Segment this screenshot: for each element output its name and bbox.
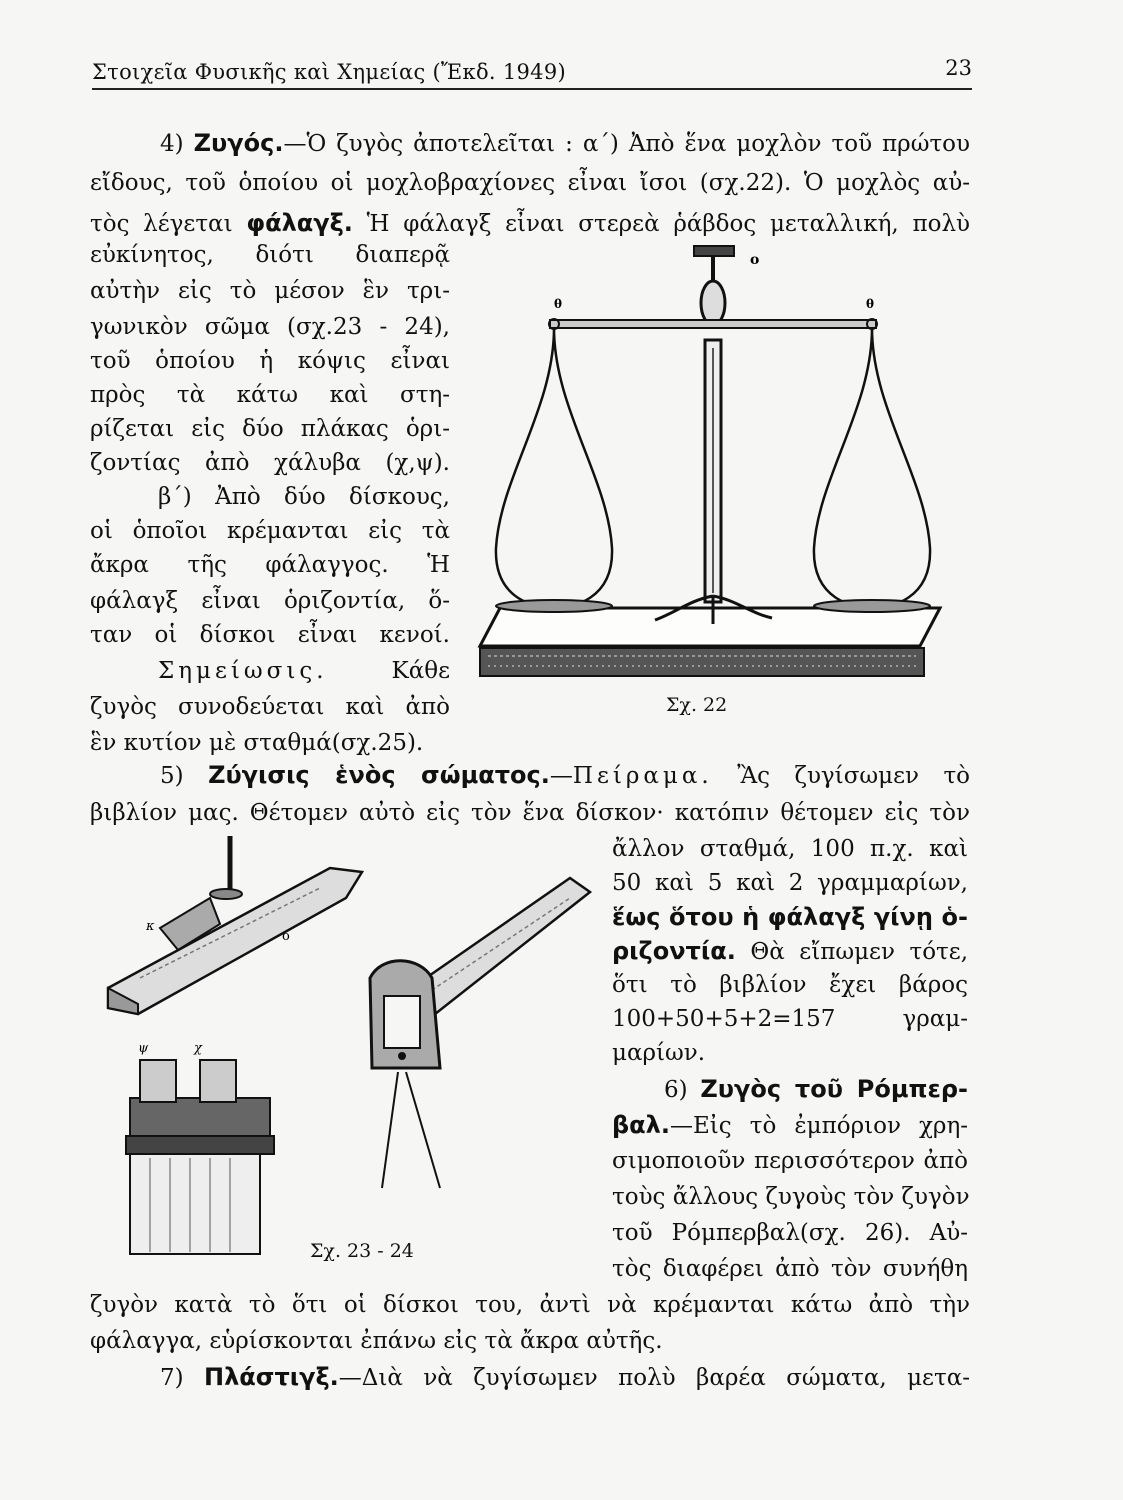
sec5-line-1-post: Ἂς ζυγίσωμεν τὸ bbox=[737, 763, 971, 789]
sec6-right-3: τοῦ Ρόμπερβαλ(σχ. 26). Αὐ- bbox=[612, 1220, 968, 1246]
sec6-line-2-post: —Εἰς τὸ ἐμπόριον χρη- bbox=[669, 1113, 968, 1139]
balance-column bbox=[655, 246, 772, 624]
sec6-term-2: βαλ. bbox=[612, 1111, 670, 1139]
balance-base bbox=[480, 608, 940, 676]
sec4-narrow-6: ρίζεται εἰς δύο πλάκας ὁρι- bbox=[90, 416, 450, 442]
sec5-right-7: μαρίων. bbox=[612, 1040, 706, 1066]
sec5-right-2: 50 καὶ 5 καὶ 2 γραμμαρίων, bbox=[612, 870, 968, 896]
sec4-line-3-post: Ἡ φάλαγξ εἶναι στερεὰ ῥάβδος μεταλλική, πολὺ bbox=[366, 211, 970, 237]
sec6-line-2 bbox=[612, 1110, 968, 1141]
sec7-line-1-text: —Διὰ νὰ ζυγίσωμεν πολὺ βαρέα σώματα, μετα- bbox=[338, 1365, 970, 1391]
sec5-right-4-post: Θὰ εἴπωμεν τότε, bbox=[750, 939, 969, 965]
fig22-label-left: θ bbox=[554, 297, 563, 311]
fig24-beam-with-stirrup bbox=[370, 878, 590, 1188]
sec4-narrow-10: ἄκρα τῆς φάλαγγος. Ἡ bbox=[90, 552, 450, 578]
sec6-number: 6) bbox=[664, 1077, 688, 1103]
sec6-line-1 bbox=[664, 1074, 968, 1105]
sec4-note-line-2: ζυγὸς συνοδεύεται καὶ ἀπὸ bbox=[90, 694, 450, 720]
sec6-right-1: σιμοποιοῦν περισσότερον ἀπὸ bbox=[612, 1148, 968, 1174]
fig23-label-k: κ bbox=[146, 919, 155, 934]
header-rule bbox=[92, 88, 972, 90]
sec5-bold-2: ριζοντία. bbox=[612, 937, 736, 965]
sec5-right-1: ἄλλον σταθμά, 100 π.χ. καὶ bbox=[612, 836, 968, 862]
note-label: Σημείωσις. bbox=[158, 658, 328, 684]
running-header bbox=[92, 56, 972, 88]
sec4-line-3-pre: τὸς λέγεται bbox=[90, 211, 233, 237]
fig23-24-caption: Σχ. 23 - 24 bbox=[310, 1240, 414, 1262]
sec4-narrow-1: εὐκίνητος, διότι διαπερᾷ bbox=[90, 242, 450, 268]
sec6-full-1: ζυγὸν κατὰ τὸ ὅτι οἱ δίσκοι του, ἀντὶ νὰ κρέμανται κάτω ἀπὸ τὴν bbox=[90, 1292, 970, 1318]
fig22-label-o: ο bbox=[750, 252, 760, 268]
sec5-bold-1: ἕως ὅτου ἡ φάλαγξ γίνῃ ὁ- bbox=[612, 903, 968, 931]
sec5-number: 5) bbox=[160, 763, 184, 789]
sec5-experiment-label: Πείραμα. bbox=[572, 763, 713, 789]
sec5-term: Ζύγισις ἑνὸς σώματος. bbox=[208, 761, 550, 789]
page-number: 23 bbox=[945, 56, 972, 80]
sec5-line-2: βιβλίον μας. Θέτομεν αὐτὸ εἰς τὸν ἕνα δίσκον· κατόπιν θέτομεν εἰς τὸν bbox=[90, 800, 970, 826]
fig23-support-block bbox=[126, 1060, 274, 1254]
sec4-narrow-3: γωνικὸν σῶμα (σχ.23 - 24), bbox=[90, 314, 450, 340]
sec5-right-4 bbox=[612, 936, 968, 967]
sec5-dash: — bbox=[549, 763, 573, 789]
fig22-caption: Σχ. 22 bbox=[666, 694, 728, 716]
sec4-narrow-12: ταν οἱ δίσκοι εἶναι κενοί. bbox=[90, 622, 450, 648]
sec5-right-3 bbox=[612, 902, 968, 933]
sec4-narrow-11: φάλαγξ εἶναι ὁριζοντία, ὅ- bbox=[90, 588, 450, 614]
fig22-balance-illustration bbox=[450, 228, 970, 698]
sec4-narrow-7: ζοντίας ἀπὸ χάλυβα (χ,ψ). bbox=[90, 450, 450, 476]
sec4-line-1-text: —Ὁ ζυγὸς ἀποτελεῖται : α΄) Ἀπὸ ἕνα μοχλὸν τοῦ πρώτου bbox=[283, 131, 971, 157]
sec4-number: 4) bbox=[160, 131, 184, 157]
balance-beam bbox=[549, 319, 877, 329]
sec7-number: 7) bbox=[160, 1365, 184, 1391]
sec4-line-2: εἴδους, τοῦ ὁποίου οἱ μοχλοβραχίονες εἶναι ἴσοι (σχ.22). Ὁ μοχλὸς αὐ- bbox=[90, 170, 970, 196]
sec5-right-6: 100+50+5+2=157 γραμ- bbox=[612, 1006, 968, 1032]
header-title: Στοιχεῖα Φυσικῆς καὶ Χημείας (Ἔκδ. 1949) bbox=[92, 60, 566, 84]
balance-right-pan bbox=[814, 328, 930, 612]
sec4-term: Ζυγός. bbox=[193, 129, 284, 157]
sec6-full-2: φάλαγγα, εὑρίσκονται ἐπάνω εἰς τὰ ἄκρα αὐτῆς. bbox=[90, 1328, 663, 1354]
sec6-right-4: τὸς διαφέρει ἀπὸ τὸν συνήθη bbox=[612, 1256, 968, 1282]
sec4-note-line-1 bbox=[158, 656, 450, 686]
sec4-narrow-5: πρὸς τὰ κάτω καὶ στη- bbox=[90, 382, 450, 408]
balance-left-pan bbox=[496, 328, 612, 612]
sec6-term-1: Ζυγὸς τοῦ Ρόμπερ- bbox=[700, 1075, 968, 1103]
sec7-term: Πλάστιγξ. bbox=[204, 1363, 339, 1391]
sec5-line-1 bbox=[160, 760, 970, 791]
fig22-label-right: θ bbox=[866, 297, 875, 311]
fig23-label-x: χ bbox=[194, 1041, 202, 1056]
sec7-line-1 bbox=[160, 1362, 970, 1393]
fig23-24-knife-edge-illustration bbox=[100, 828, 605, 1268]
sec4-narrow-2: αὐτὴν εἰς τὸ μέσον ἓν τρι- bbox=[90, 278, 450, 304]
sec4-narrow-4: τοῦ ὁποίου ἡ κόψις εἶναι bbox=[90, 348, 450, 374]
sec5-right-5: ὅτι τὸ βιβλίον ἔχει βάρος bbox=[612, 972, 968, 998]
fig23-label-o: ο bbox=[282, 929, 290, 944]
sec6-right-2: τοὺς ἄλλους ζυγοὺς τὸν ζυγὸν bbox=[612, 1184, 970, 1210]
note-rest: Κάθε bbox=[391, 658, 450, 684]
fig23-label-y: ψ bbox=[138, 1041, 149, 1056]
sec4-note-line-3: ἓν κυτίον μὲ σταθμά(σχ.25). bbox=[90, 730, 424, 756]
sec4-term-falanx: φάλαγξ. bbox=[246, 209, 353, 237]
sec4-narrow-9: οἱ ὁποῖοι κρέμανται εἰς τὰ bbox=[90, 518, 450, 544]
sec4-line-1 bbox=[160, 128, 970, 159]
sec4-narrow-8: β΄) Ἀπὸ δύο δίσκους, bbox=[158, 484, 450, 510]
